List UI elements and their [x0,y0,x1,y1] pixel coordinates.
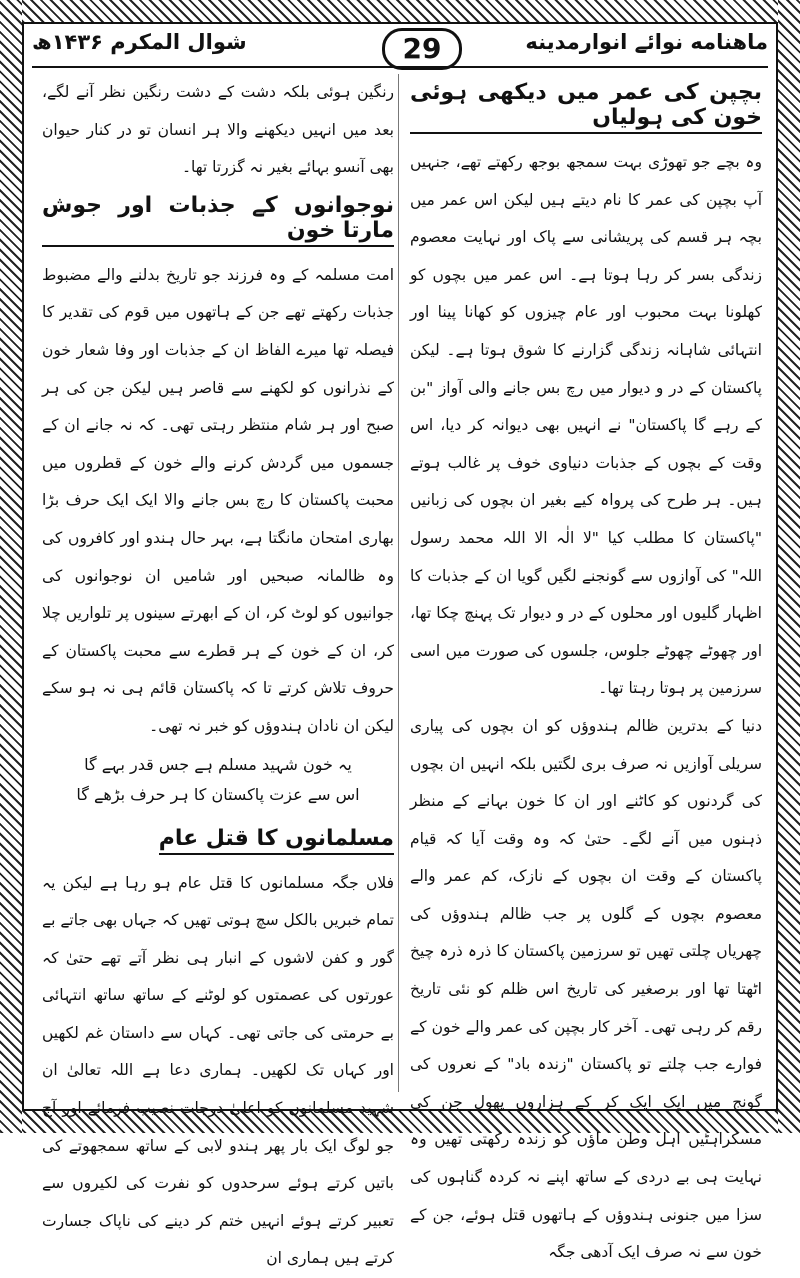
right-column [410,74,762,1092]
verse-line: یہ خون شہید مسلم ہے جس قدر بہے گا [62,750,374,780]
poetry-verse [62,750,374,810]
page-header [32,30,768,64]
page-number: 29 [382,28,462,70]
left-column [42,74,394,1092]
section-heading-youth: نوجوانوں کے جذبات اور جوش مارتا خون [42,193,394,247]
issue-date: شوال المکرم ۱۴۳۶ھ [32,30,247,54]
header-rule [32,66,768,68]
section-heading-massacre: مسلمانوں کا قتل عام [159,826,394,855]
verse-line: اس سے عزت پاکستان کا ہر حرف بڑھے گا [62,780,374,810]
paragraph: دنیا کے بدترین ظالم ہندوؤں کو ان بچوں کی پیاری سریلی آوازیں نہ صرف بری لگتیں بلکہ انہیں ان بچوں کی گردنوں کو کاٹنے اور ان کا خون بہانے کے منظر ذہنوں میں آنے لگے۔ حتیٰ کہ وہ وقت آیا کہ قیام پاکستان کے وقت ان بچوں کے نازک، کم عمر والے معصوم بچوں کے گلوں پر جب ظالم ہندوؤں کی چھریاں چلتی تھیں تو سرزمین پاکستان کا ذرہ ذرہ چیخ اٹھتا تھا اور برصغیر کی تاریخ اس ظلم کو نئی تاریخ رقم کر رہی تھی۔ آخر کار بچپن کی عمر والے خون کے فوارے جب چلتے تو پاکستان "زندہ باد" کے نعروں کی گونج میں ایک ایک کر کے ہزاروں پھول جن کی مسکراہٹیں اہل وطن ماؤں کو زندہ رکھتی تھیں وہ نہایت ہی بے دردی کے ساتھ اپنے نہ کردہ گناہوں کی سزا میں جنونی ہندوؤں کے ہاتھوں قتل ہوئے، جن کے خون سے نہ صرف ایک آدھی جگہ [410,708,762,1272]
column-divider [398,74,399,1092]
magazine-title: ماهنامه نوائے انوارمدینه [525,30,768,54]
paragraph: وہ بچے جو تھوڑی بہت سمجھ بوجھ رکھتے تھے، جنہیں آپ بچپن کی عمر کا نام دیتے ہیں لیکن اس عمر میں بچہ ہر قسم کی پریشانی سے پاک اور نہایت معصوم زندگی بسر کر رہا ہوتا ہے۔ اس عمر میں بچوں کو کھلونا بہت محبوب اور عام چیزوں کو کھانا پینا اور انتہائی شاہانہ زندگی گزارنے کا شوق ہوتا ہے۔ لیکن پاکستان کے در و دیوار میں رچ بس جانے والی آواز "بن کے رہے گا پاکستان" نے انہیں بھی دیوانہ کر دیا، اس وقت کے بچوں کے جذبات دنیاوی خوف پر غالب ہوتے ہیں۔ ہر طرح کی پرواہ کیے بغیر ان بچوں کی زبانیں "پاکستان کا مطلب کیا "لا الٰہ الا اللہ محمد رسول اللہ" کی آوازوں سے گونجنے لگیں گویا ان کے جذبات کا اظہار گلیوں اور محلوں کے در و دیوار تک پہنچ چکا تھا، اور چھوٹے چھوٹے جلوس، جلسوں کی صورت میں اسی سرزمین پر ہوتا رہتا تھا۔ [410,144,762,708]
paragraph: رنگین ہوئی بلکہ دشت کے دشت رنگین نظر آنے لگے، بعد میں انہیں دیکھنے والا ہر انسان تو در کنار حیوان بھی آنسو بہائے بغیر نہ گزرتا تھا۔ [42,74,394,187]
section-heading-childhood: بچپن کی عمر میں دیکھی ہوئی خون کی ہولیاں [410,80,762,134]
paragraph: امت مسلمہ کے وہ فرزند جو تاریخ بدلنے والے مضبوط جذبات رکھتے تھے جن کے ہاتھوں میں قوم کی تقدیر کا فیصلہ تھا میرے الفاظ ان کے جذبات اور وفا شعار خون کے نذرانوں کو لکھنے سے قاصر ہیں لیکن جن کی ہر صبح اور ہر شام منتظر رہتی تھی۔ کہ نہ جانے ان کے جسموں میں گردش کرنے والے خون کے قطروں میں محبت پاکستان کا رچ بس جانے والا ایک ایک حرف بڑا بھاری امتحان مانگتا ہے، بہر حال ہندو اور کافروں کی وہ ظالمانہ صبحیں اور شامیں ان نوجوانوں کی جوانیوں کو لوٹ کر، ان کے ابھرتے سینوں پر تلواریں چلا کر، ان کے خون کے ہر قطرے سے محبت پاکستان کے حروف تلاش کرتے تا کہ پاکستان قائم ہی نہ ہو سکے لیکن ان نادان ہندوؤں کو خبر نہ تھی۔ [42,257,394,746]
paragraph: فلاں جگہ مسلمانوں کا قتل عام ہو رہا ہے لیکن یہ تمام خبریں بالکل سچ ہوتی تھیں کہ جہاں بھی جاتے بے گور و کفن لاشوں کے انبار ہی نظر آتے تھے حتیٰ کہ عورتوں کی عصمتوں کو لوٹنے کے ساتھ ساتھ انتہائی بے حرمتی کی جاتی تھی۔ کہاں سے داستان غم لکھیں اور کہاں تک لکھیں۔ ہماری دعا ہے اللہ تعالیٰ ان شہید مسلمانوں کو اعلیٰ درجات نصیب فرمائے اور آج جو لوگ ایک بار پھر ہندو لابی کے ساتھ سمجھوتے کی باتیں کرتے ہوئے سرحدوں کو نفرت کی لکیروں سے تعبیر کرتے ہوئے انہیں ختم کر دینے کی ناپاک جسارت کرتے ہیں ہماری ان [42,865,394,1278]
